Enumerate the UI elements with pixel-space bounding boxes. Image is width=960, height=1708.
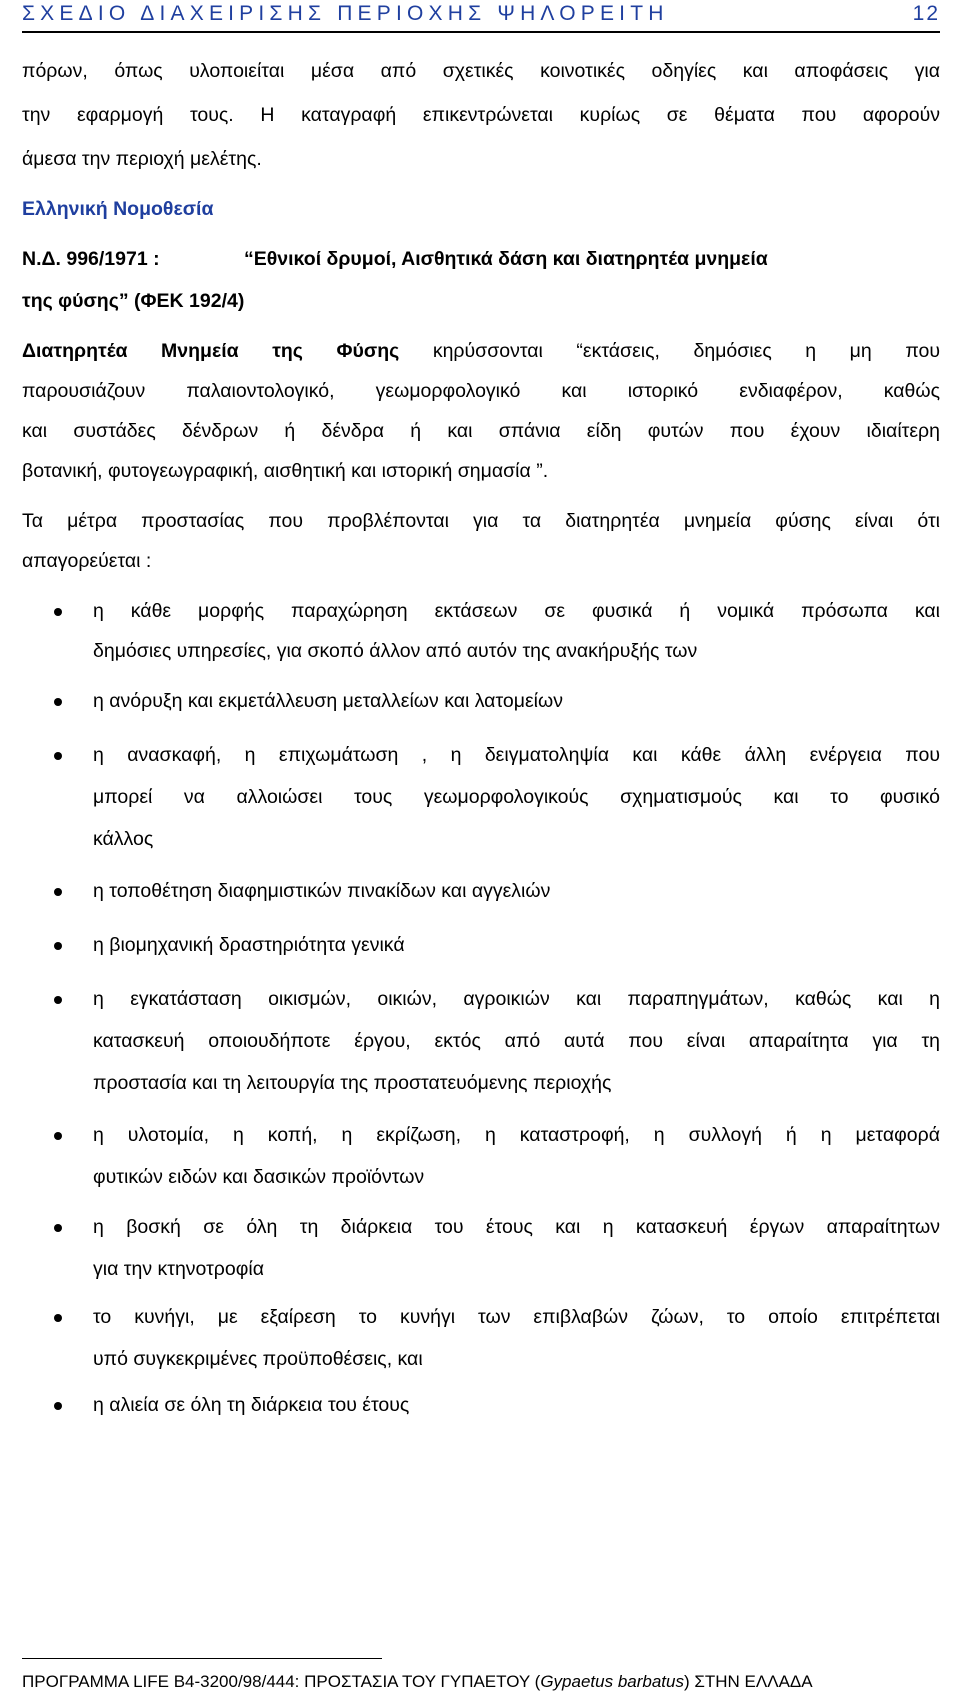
law-code: Ν.Δ. 996/1971 : [22, 248, 160, 270]
list-item-text: προστασία και τη λειτουργία της προστατευόμενης περιοχής [93, 1072, 612, 1094]
header-divider [22, 31, 940, 33]
section-heading: Ελληνική Νομοθεσία [22, 198, 214, 220]
definition-line: βοτανική, φυτογεωγραφική, αισθητική και ιστορική σημασία ”. [22, 460, 549, 482]
measures-line: Τα μέτρα προστασίας που προβλέπονται για τα διατηρητέα μνημεία φύσης είναι ότι [22, 510, 940, 532]
bullet-icon [54, 1402, 62, 1410]
list-item-text: φυτικών ειδών και δασικών προϊόντων [93, 1166, 425, 1188]
list-item-text: η βιομηχανική δραστηριότητα γενικά [93, 934, 405, 956]
definition-line: παρουσιάζουν παλαιοντολογικό, γεωμορφολογικό και ιστορικό ενδιαφέρον, καθώς [22, 380, 940, 402]
bullet-icon [54, 1132, 62, 1140]
bullet-icon [54, 752, 62, 760]
bullet-icon [54, 888, 62, 896]
list-item-text: η υλοτομία, η κοπή, η εκρίζωση, η καταστροφή, η συλλογή ή η μεταφορά [93, 1124, 940, 1146]
list-item-text: κατασκευή οποιουδήποτε έργου, εκτός από αυτά που είναι απαραίτητα για τη [93, 1030, 940, 1052]
intro-line: άμεσα την περιοχή μελέτης. [22, 148, 262, 170]
bullet-icon [54, 608, 62, 616]
list-item-text: για την κτηνοτροφία [93, 1258, 264, 1280]
law-title-line: “Εθνικοί δρυμοί, Αισθητικά δάση και διατηρητέα μνημεία [244, 248, 768, 270]
list-item-text: η κάθε μορφής παραχώρηση εκτάσεων σε φυσικά ή νομικά πρόσωπα και [93, 600, 940, 622]
footer-species: Gypaetus barbatus [540, 1672, 684, 1691]
definition-term: Διατηρητέα Μνημεία της Φύσης [22, 340, 400, 362]
definition-line: και συστάδες δένδρων ή δένδρα ή και σπάνια είδη φυτών που έχουν ιδιαίτερη [22, 420, 940, 442]
page-header [22, 0, 940, 30]
definition-line [22, 338, 940, 364]
definition-text: κηρύσσονται “εκτάσεις, δημόσιες η μη που [399, 340, 941, 362]
bullet-icon [54, 1314, 62, 1322]
bullet-icon [54, 996, 62, 1004]
footer-prefix: ΠΡΟΓΡΑΜΜΑ LIFE B4-3200/98/444: ΠΡΟΣΤΑΣΙΑ ΤΟΥ ΓΥΠΑΕΤΟΥ ( [22, 1672, 541, 1691]
bullet-icon [54, 1224, 62, 1232]
bullet-icon [54, 942, 62, 950]
list-item-text: η εγκατάσταση οικισμών, οικιών, αγροικιών και παραπηγμάτων, καθώς και η [93, 988, 940, 1010]
bullet-icon [54, 698, 62, 706]
list-item-text: το κυνήγι, με εξαίρεση το κυνήγι των επιβλαβών ζώων, το οποίο επιτρέπεται [93, 1306, 940, 1328]
list-item-text: δημόσιες υπηρεσίες, για σκοπό άλλον από αυτόν της ανακήρυξής των [93, 640, 698, 662]
list-item-text: μπορεί να αλλοιώσει τους γεωμορφολογικούς σχηματισμούς και το φυσικό [93, 786, 940, 808]
list-item-text: η ανασκαφή, η επιχωμάτωση , η δειγματοληψία και κάθε άλλη ενέργεια που [93, 744, 940, 766]
measures-line: απαγορεύεται : [22, 550, 152, 572]
list-item-text: η τοποθέτηση διαφημιστικών πινακίδων και αγγελιών [93, 880, 551, 902]
header-title: ΣΧΕΔΙΟ ΔΙΑΧΕΙΡΙΣΗΣ ΠΕΡΙΟΧΗΣ ΨΗΛΟΡΕΙΤΗ [22, 2, 669, 25]
page-footer [22, 1670, 940, 1694]
list-item-text: η ανόρυξη και εκμετάλλευση μεταλλείων και λατομείων [93, 690, 563, 712]
footer-suffix: ) ΣΤΗΝ ΕΛΛΑΔΑ [683, 1672, 813, 1691]
intro-line: την εφαρμογή τους. Η καταγραφή επικεντρώνεται κυρίως σε θέματα που αφορούν [22, 104, 940, 126]
law-title-line: της φύσης” (ΦΕΚ 192/4) [22, 290, 245, 312]
list-item-text: η βοσκή σε όλη τη διάρκεια του έτους και η κατασκευή έργων απαραίτητων [93, 1216, 940, 1238]
list-item-text: κάλλος [93, 828, 154, 850]
footer-divider [22, 1658, 382, 1659]
page-number: 12 [912, 2, 940, 25]
list-item-text: η αλιεία σε όλη τη διάρκεια του έτους [93, 1394, 410, 1416]
intro-line: πόρων, όπως υλοποιείται μέσα από σχετικές κοινοτικές οδηγίες και αποφάσεις για [22, 60, 940, 82]
list-item-text: υπό συγκεκριμένες προϋποθέσεις, και [93, 1348, 423, 1370]
